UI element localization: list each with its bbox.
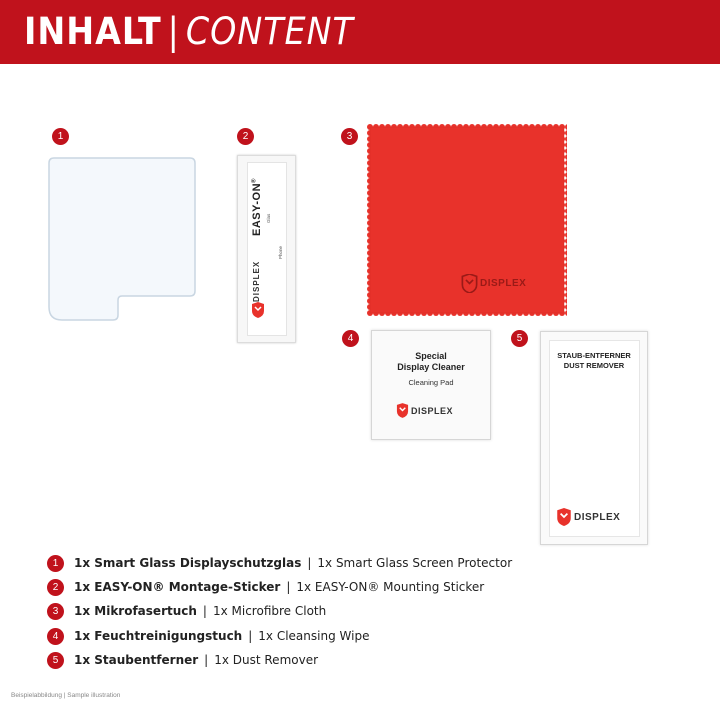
displex-shield-icon	[556, 508, 572, 526]
item-english: 1x Smart Glass Screen Protector	[317, 556, 513, 570]
header-banner	[0, 0, 720, 64]
list-badge: 2	[47, 579, 64, 596]
item-english: 1x EASY-ON® Mounting Sticker	[296, 580, 485, 594]
item-german: 1x Feuchtreinigungstuch	[74, 629, 243, 643]
item-english: 1x Cleansing Wipe	[258, 629, 370, 643]
item-separator: |	[286, 580, 291, 594]
cloth-logo	[461, 274, 526, 293]
cloth-brand: DISPLEX	[480, 278, 527, 289]
item-badge-5: 5	[511, 330, 528, 347]
item-badge-2: 2	[237, 128, 254, 145]
pad-logo	[396, 403, 453, 418]
easy-on-sticker-illustration	[237, 155, 296, 343]
list-item	[47, 628, 369, 645]
page-title	[24, 8, 354, 56]
sticker-label: EASY-ON®	[251, 178, 263, 236]
item-german: 1x EASY-ON® Montage-Sticker	[74, 580, 281, 594]
item-separator: |	[248, 629, 253, 643]
item-german: 1x Smart Glass Displayschutzglas	[74, 556, 302, 570]
item-english: 1x Microfibre Cloth	[212, 604, 327, 618]
pad-title: Special Display Cleaner	[397, 351, 465, 372]
list-badge: 5	[47, 652, 64, 669]
list-item	[47, 579, 484, 596]
title-english: CONTENT	[185, 10, 354, 53]
dust-brand: DISPLEX	[574, 511, 621, 523]
cleaning-pad-illustration	[371, 330, 491, 440]
list-item	[47, 603, 326, 620]
item-german: 1x Mikrofasertuch	[74, 604, 197, 618]
displex-shield-icon	[251, 302, 265, 318]
item-english: 1x Dust Remover	[214, 653, 319, 667]
sticker-small-label-2: Phone	[278, 245, 283, 259]
item-badge-1: 1	[52, 128, 69, 145]
sticker-small-label-1: Glas	[266, 213, 271, 223]
screen-protector-illustration	[48, 157, 196, 321]
dust-logo	[556, 508, 620, 526]
item-badge-4: 4	[342, 330, 359, 347]
sticker-brand: DISPLEX	[252, 260, 261, 302]
dust-title: STAUB-ENTFERNER DUST REMOVER	[557, 351, 631, 370]
sample-illustration-note: Beispielabbildung | Sample illustration	[11, 692, 121, 699]
item-separator: |	[307, 556, 312, 570]
title-german: INHALT	[24, 10, 162, 53]
displex-shield-icon	[461, 274, 478, 293]
pad-subtitle: Cleaning Pad	[408, 378, 454, 387]
item-german: 1x Staubentferner	[74, 653, 199, 667]
list-item	[47, 652, 318, 669]
dust-remover-illustration	[540, 331, 648, 545]
list-badge: 1	[47, 555, 64, 572]
item-badge-3: 3	[341, 128, 358, 145]
list-item	[47, 555, 512, 572]
item-separator: |	[202, 604, 207, 618]
displex-shield-icon	[396, 403, 409, 418]
item-separator: |	[204, 653, 209, 667]
title-separator: |	[167, 10, 180, 53]
list-badge: 3	[47, 603, 64, 620]
pad-brand: DISPLEX	[411, 405, 454, 416]
list-badge: 4	[47, 628, 64, 645]
